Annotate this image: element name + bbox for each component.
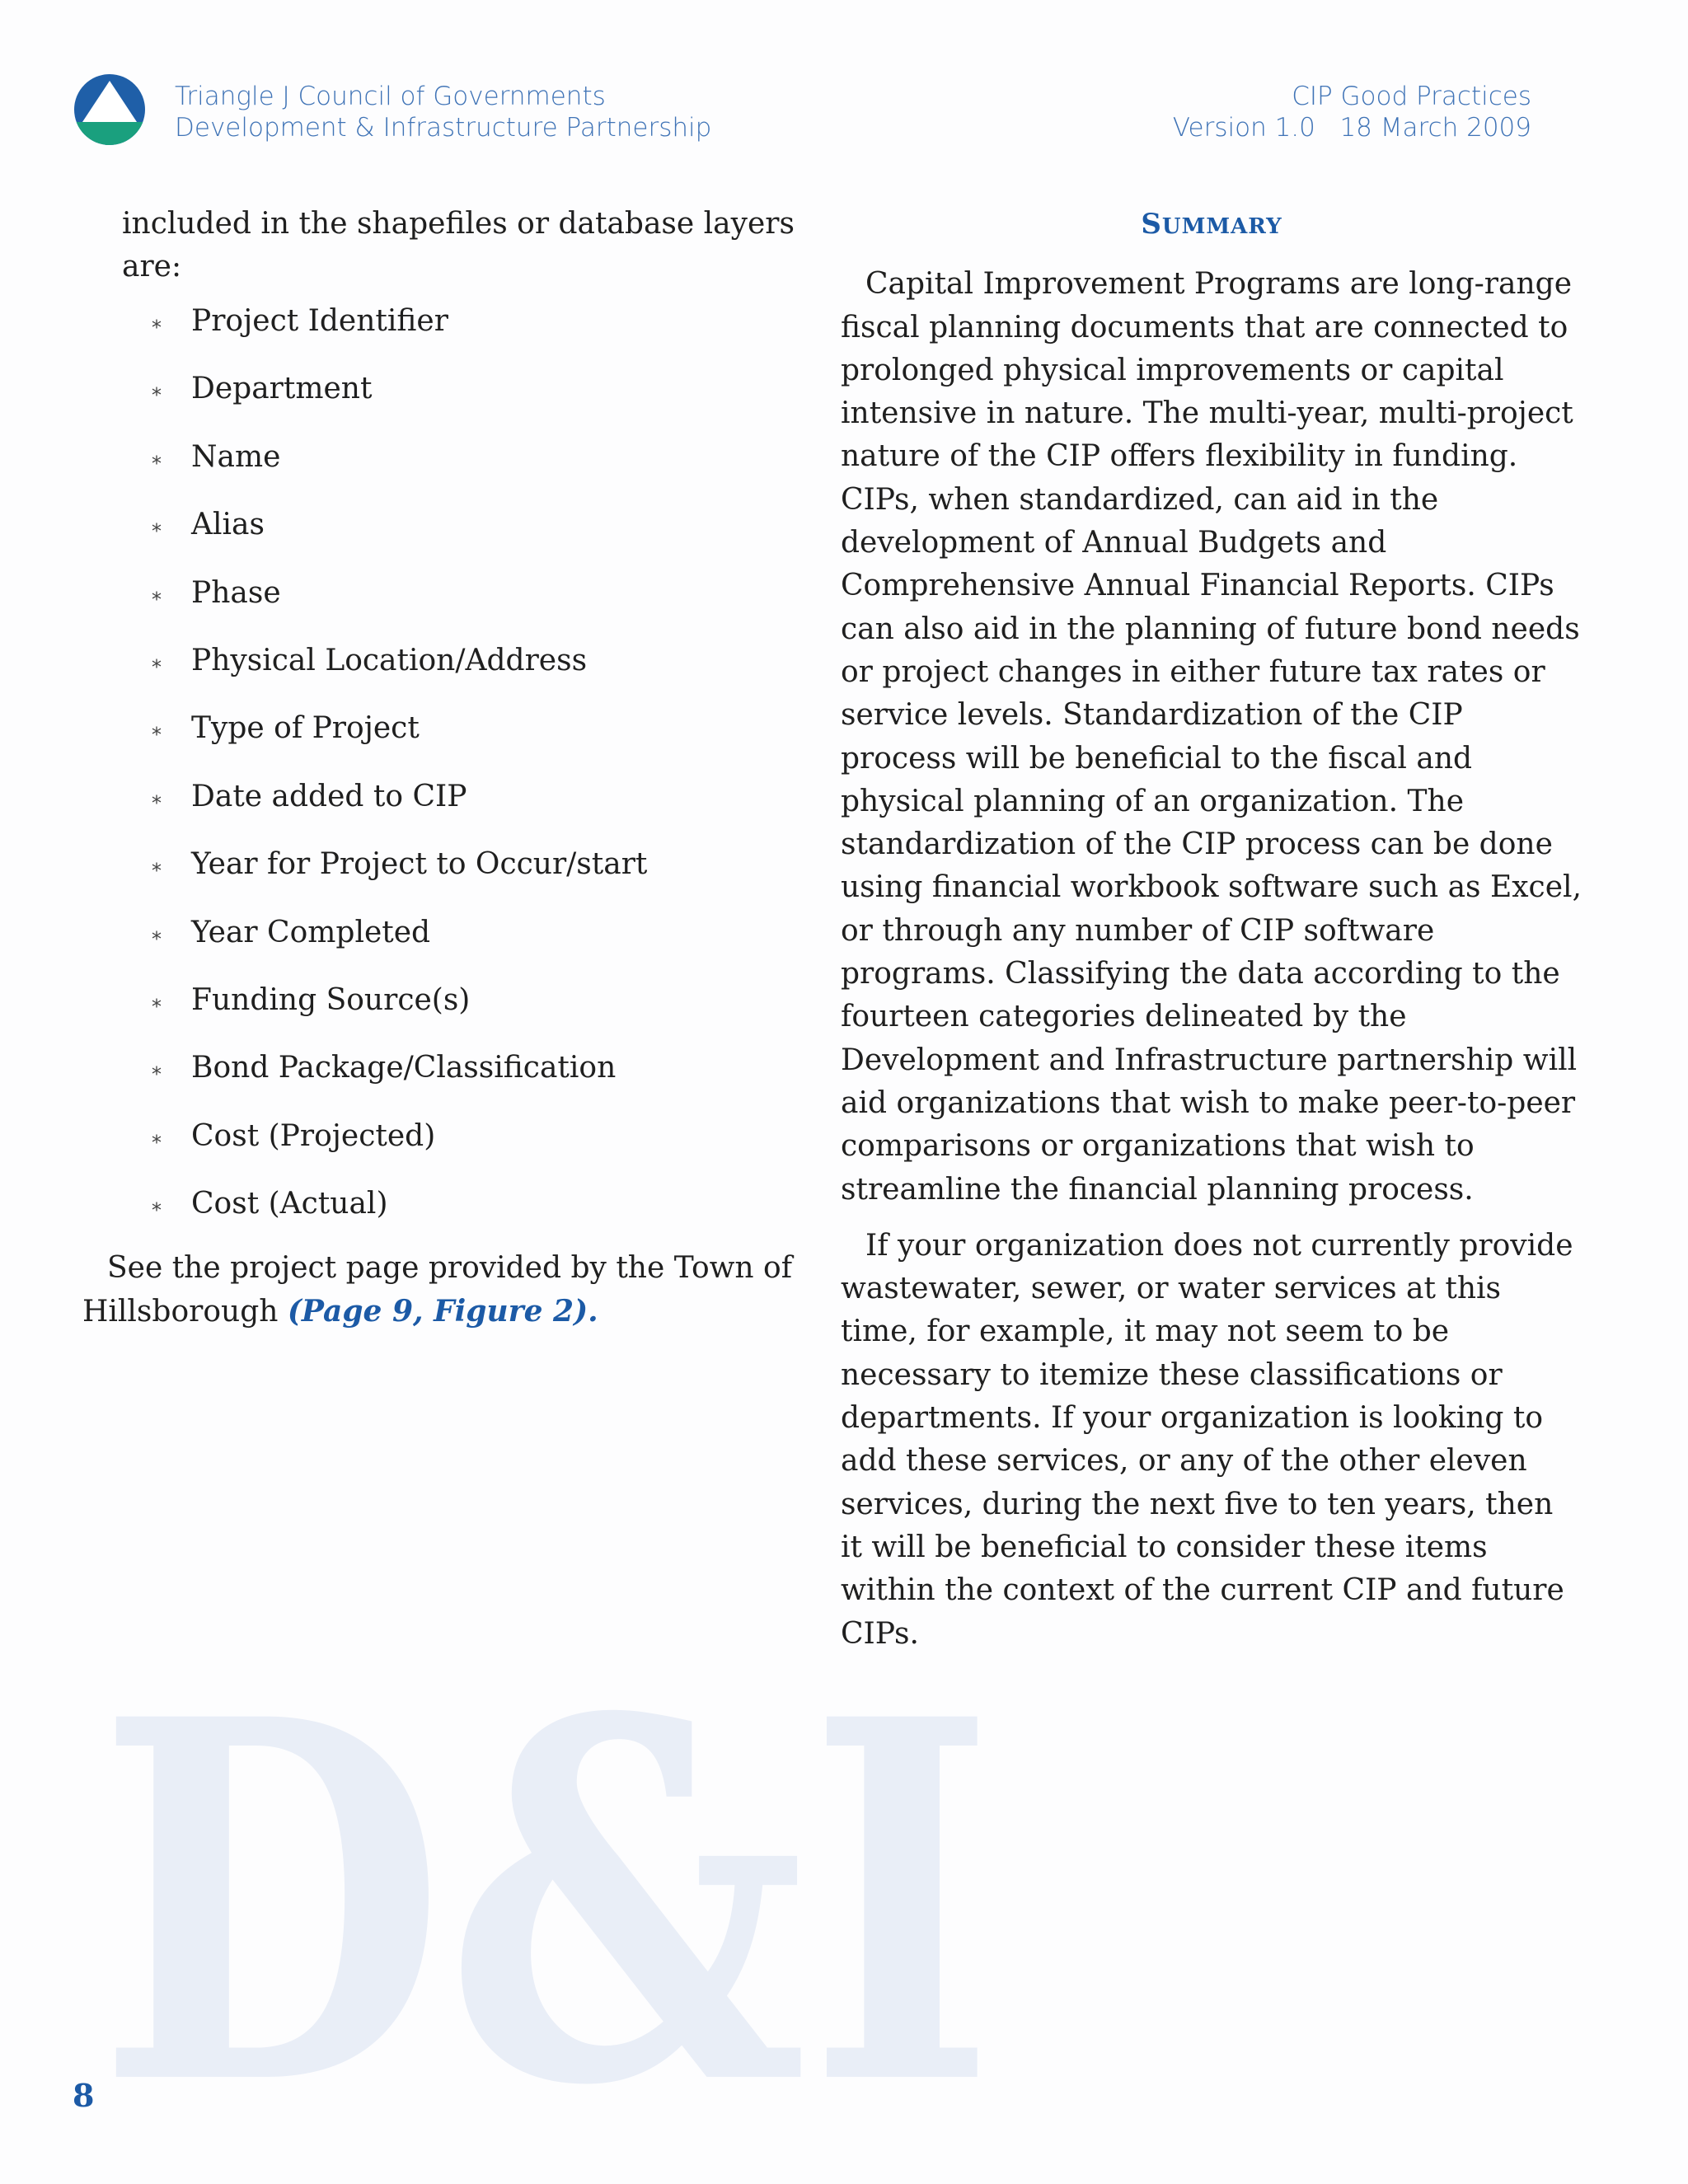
bullet-icon: ⁎: [152, 853, 162, 877]
field-label: Year for Project to Occur/start: [191, 847, 648, 882]
field-list-item: [82, 1183, 808, 1250]
bullet-icon: ⁎: [152, 445, 162, 469]
watermark-text: D&I: [97, 1698, 996, 2085]
summary-section: [841, 203, 1582, 1669]
field-list-item: [82, 640, 808, 707]
fields-intro: included in the shapefiles or database layers are:: [122, 207, 795, 284]
field-label: Alias: [191, 508, 265, 542]
see-also-paragraph: [82, 1247, 808, 1333]
field-label: Physical Location/Address: [191, 643, 588, 677]
see-also-text: See the project page provided by the Town of Hillsborough: [82, 1251, 793, 1329]
field-label: Year Completed: [191, 915, 431, 949]
field-list-item: [82, 1115, 808, 1183]
field-label: Cost (Actual): [191, 1187, 388, 1221]
bullet-icon: ⁎: [152, 921, 162, 944]
doc-version: Version 1.0 18 March 2009: [1172, 113, 1531, 143]
field-list-item: [82, 912, 808, 979]
bullet-icon: ⁎: [152, 513, 162, 537]
field-label: Cost (Projected): [191, 1118, 436, 1153]
field-list: [82, 300, 808, 1250]
field-label: Project Identifier: [191, 304, 448, 338]
bullet-icon: ⁎: [152, 1124, 162, 1148]
page-number: 8: [73, 2077, 95, 2114]
bullet-icon: ⁎: [152, 785, 162, 808]
tjcog-logo-icon: [73, 73, 147, 147]
page-header: [0, 0, 1688, 157]
bullet-icon: ⁎: [152, 310, 162, 333]
field-list-item: [82, 504, 808, 571]
summary-heading: [841, 203, 1582, 248]
field-label: Funding Source(s): [191, 982, 471, 1017]
organization-name: [175, 81, 711, 143]
document-info: [1173, 81, 1531, 143]
bullet-icon: ⁎: [152, 988, 162, 1012]
summary-heading-initial: S: [1141, 208, 1162, 241]
summary-paragraph-1: Capital Improvement Programs are long-range fiscal planning documents that are connected to prolonged physical improvements or capital intensive in nature. The multi-year, multi-project nature of the CIP offers flexibility in funding. CIPs, when standardized, can aid in the development of Annual Budgets and Comprehensive Annual Financial Reports. CIPs can also aid in the planning of future bond needs or project changes in either future tax rates or service levels. Standardization of the CIP process will be beneficial to the fiscal and physical planning of an organization. The standardization of the CIP process can be done using financial workbook software such as Excel, or through any number of CIP software programs. Classifying the data according to the fourteen categories delineated by the Development and Infrastructure partnership will aid organizations that wish to make peer-to-peer comparisons or organizations that wish to streamline the financial planning process.: [841, 267, 1582, 1207]
bullet-icon: ⁎: [152, 377, 162, 401]
org-line-1: Triangle J Council of Governments: [175, 82, 606, 111]
org-line-2: Development & Infrastructure Partnership: [175, 113, 712, 143]
field-list-item: [82, 300, 808, 368]
field-list-item: [82, 368, 808, 435]
field-label: Type of Project: [191, 711, 420, 746]
field-list-item: [82, 707, 808, 775]
bullet-icon: ⁎: [152, 1193, 162, 1216]
field-label: Name: [191, 439, 281, 474]
summary-heading-rest: UMMARY: [1161, 214, 1282, 239]
field-list-item: [82, 776, 808, 843]
watermark-di: [97, 1698, 996, 2085]
field-list-item: [82, 843, 808, 911]
field-label: Bond Package/Classification: [191, 1051, 617, 1085]
bullet-icon: ⁎: [152, 1057, 162, 1080]
summary-paragraph-2: If your organization does not currently provide wastewater, sewer, or water services at this time, for example, it may not seem to be necessary to itemize these classifications or departments. If your organization is looking to add these services, or any of the other eleven services, during the next five to ten years, then it will be beneficial to consider these items within the context of the current CIP and future CIPs.: [841, 1228, 1573, 1651]
bullet-icon: ⁎: [152, 717, 162, 741]
doc-title: CIP Good Practices: [1292, 82, 1531, 111]
field-label: Date added to CIP: [191, 779, 467, 813]
field-label: Department: [191, 372, 373, 406]
left-column: [82, 203, 808, 1363]
bullet-icon: ⁎: [152, 649, 162, 673]
field-label: Phase: [191, 575, 281, 610]
field-list-item: [82, 1047, 808, 1114]
bullet-icon: ⁎: [152, 581, 162, 605]
field-list-item: [82, 436, 808, 504]
figure-reference-link[interactable]: (Page 9, Figure 2).: [287, 1294, 598, 1329]
field-list-item: [82, 572, 808, 640]
field-list-item: [82, 979, 808, 1047]
